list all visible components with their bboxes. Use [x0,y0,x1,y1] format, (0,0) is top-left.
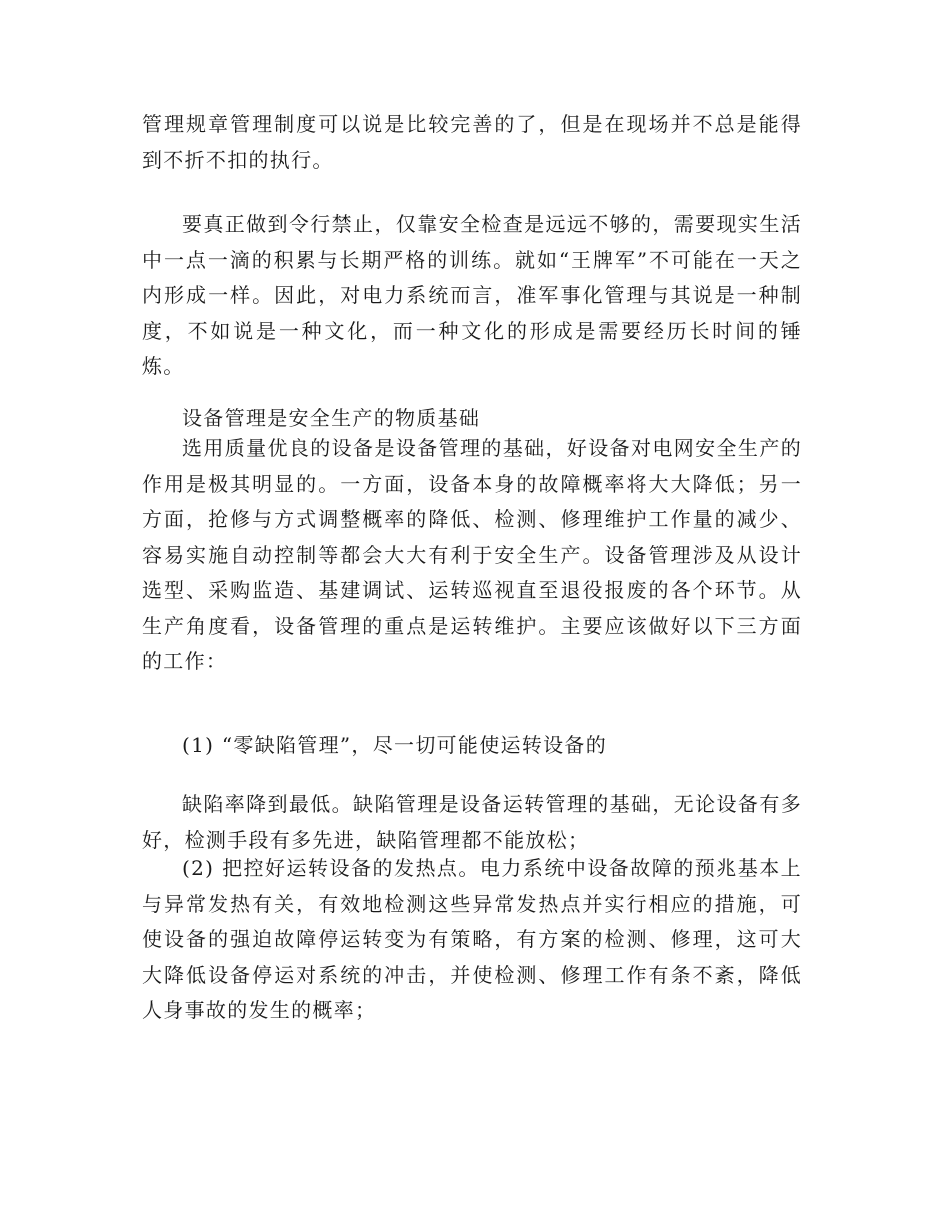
list-item-zero-defect: (1) “零缺陷管理”，尽一切可能使运转设备的 [182,733,608,757]
paragraph-equipment-management: 选用质量优良的设备是设备管理的基础，好设备对电网安全生产的作用是极其明显的。一方面，设备本身的故障概率将大大降低；另一方面，抢修与方式调整概率的降低、检测、修理维护工作量的减少、容易实施自动控制等都会大大有利于安全生产。设备管理涉及从设计选型、采购监造、基建调试、运转巡视直至退役报废的各个环节。从生产角度看，设备管理的重点是运转维护。主要应该做好以下三方面的工作： [142,436,802,673]
paragraph-regulations: 管理规章管理制度可以说是比较完善的了，但是在现场并不总是能得到不折不扣的执行。 [142,112,802,172]
paragraph-discipline: 要真正做到令行禁止，仅靠安全检查是远远不够的，需要现实生活中一点一滴的积累与长期严格的训练。就如“王牌军”不可能在一天之内形成一样。因此，对电力系统而言，准军事化管理与其说是一种制度，不如说是一种文化，而一种文化的形成是需要经历长时间的锤炼。 [142,212,802,378]
paragraph-defect-rate: 缺陷率降到最低。缺陷管理是设备运转管理的基础，无论设备有多好，检测手段有多先进，缺陷管理都不能放松； [142,792,802,852]
section-heading-equipment: 设备管理是安全生产的物质基础 [182,406,481,430]
list-item-heat-points: (2) 把控好运转设备的发热点。电力系统中设备故障的预兆基本上与异常发热有关，有效地检测这些异常发热点并实行相应的措施，可使设备的强迫故障停运转变为有策略，有方案的检测、修理，这可大大降低设备停运对系统的冲击，并使检测、修理工作有条不紊，降低人身事故的发生的概率； [142,856,802,1022]
